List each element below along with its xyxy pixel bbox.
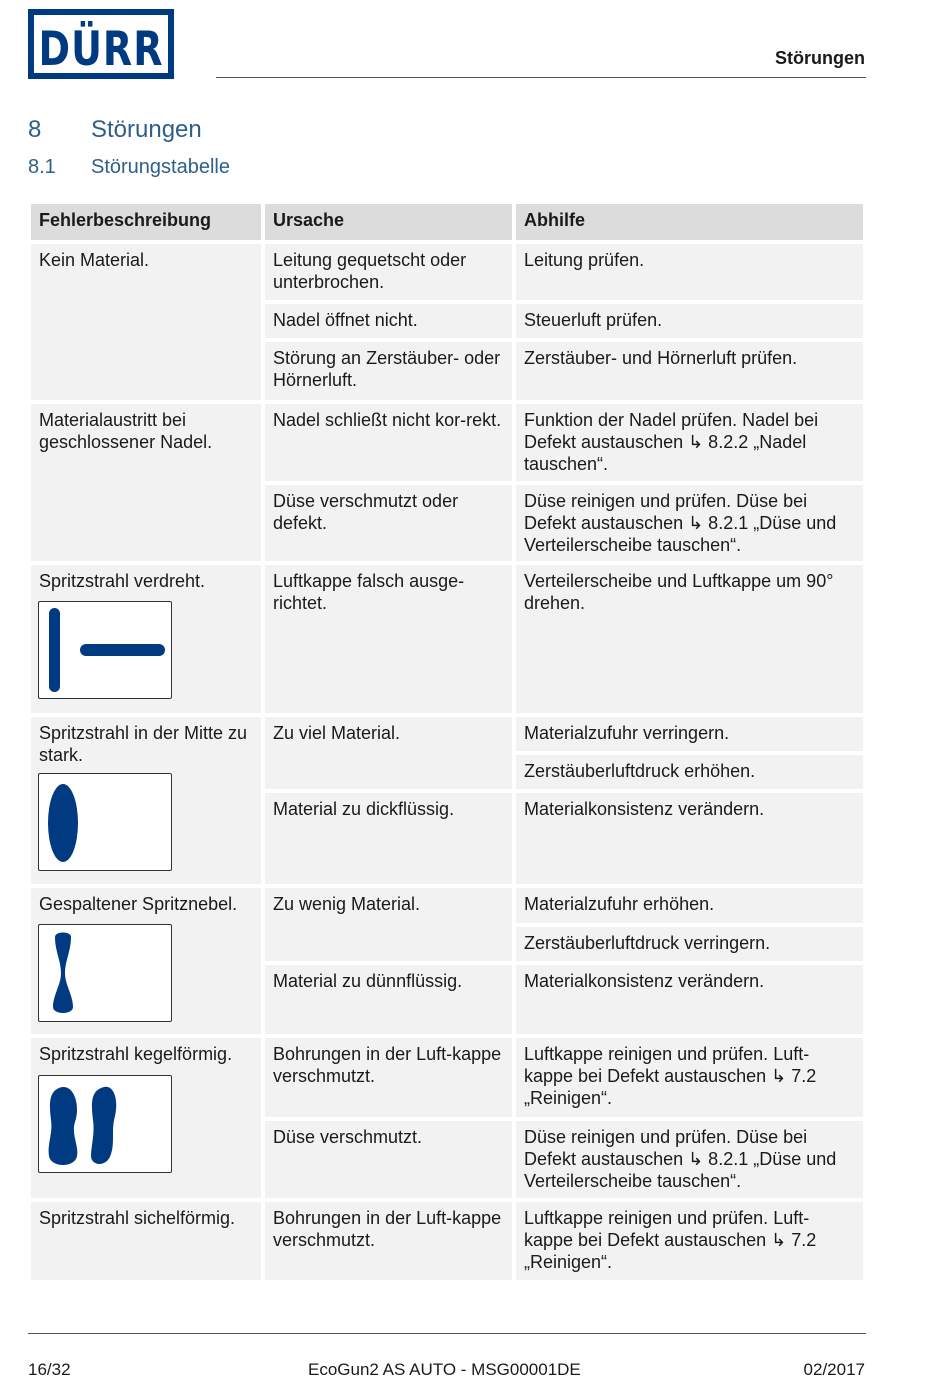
fault-remedy: Luftkappe reinigen und prüfen. Luft-kappe bei Defekt austauschen ↳ 7.2 „Reinigen“. (516, 1202, 863, 1280)
fault-description: Materialaustritt bei geschlossener Nadel. (31, 404, 261, 561)
column-header-remedy: Abhilfe (516, 204, 863, 240)
fault-remedy: Luftkappe reinigen und prüfen. Luft-kappe bei Defekt austauschen ↳ 7.2 „Reinigen“. (516, 1038, 863, 1117)
fault-remedy: Düse reinigen und prüfen. Düse bei Defekt austauschen ↳ 8.2.1 „Düse und Verteilerscheibe tauschen“. (516, 485, 863, 561)
fault-description: Spritzstrahl verdreht. (31, 565, 261, 713)
header-divider (216, 77, 866, 78)
fault-remedy: Materialkonsistenz verändern. (516, 965, 863, 1034)
section-number: 8.1 (28, 156, 56, 178)
fault-cause: Zu wenig Material. (265, 888, 512, 961)
fault-remedy: Zerstäuberluftdruck erhöhen. (516, 755, 863, 789)
fault-remedy: Materialzufuhr erhöhen. (516, 888, 863, 923)
fault-cause: Störung an Zerstäuber- oder Hörnerluft. (265, 342, 512, 400)
fault-description: Gespaltener Spritznebel. (31, 888, 261, 1034)
chapter-heading (28, 116, 202, 144)
fault-description: Spritzstrahl in der Mitte zu stark. (31, 717, 261, 884)
fault-cause: Bohrungen in der Luft-kappe verschmutzt. (265, 1038, 512, 1117)
chapter-title: Störungen (91, 116, 202, 143)
fault-cause: Düse verschmutzt oder defekt. (265, 485, 512, 561)
fault-cause: Zu viel Material. (265, 717, 512, 789)
durr-logo (28, 9, 174, 79)
fault-remedy: Verteilerscheibe und Luftkappe um 90° drehen. (516, 565, 863, 713)
logo-text: DÜRR (38, 21, 164, 76)
section-title: Störungstabelle (91, 156, 230, 178)
fault-cause: Luftkappe falsch ausge-richtet. (265, 565, 512, 713)
fault-cause: Nadel öffnet nicht. (265, 304, 512, 338)
footer-date: 02/2017 (803, 1360, 865, 1379)
footer-divider (28, 1333, 866, 1334)
fault-remedy: Materialkonsistenz verändern. (516, 793, 863, 884)
fault-remedy: Zerstäuber- und Hörnerluft prüfen. (516, 342, 863, 400)
header-section-title: Störungen (775, 48, 865, 68)
fault-remedy: Zerstäuberluftdruck verringern. (516, 927, 863, 961)
fault-description: Spritzstrahl kegelförmig. (31, 1038, 261, 1198)
fault-cause: Leitung gequetscht oder unterbrochen. (265, 244, 512, 300)
twisted-spray-pattern-icon (38, 601, 172, 699)
footer-page-number: 16/32 (28, 1360, 71, 1379)
fault-remedy: Leitung prüfen. (516, 244, 863, 300)
section-heading (28, 156, 230, 179)
fault-remedy: Düse reinigen und prüfen. Düse bei Defekt austauschen ↳ 8.2.1 „Düse und Verteilerscheibe tauschen“. (516, 1121, 863, 1198)
center-heavy-spray-pattern-icon (38, 773, 172, 871)
column-header-cause: Ursache (265, 204, 512, 240)
fault-cause: Material zu dickflüssig. (265, 793, 512, 884)
fault-cause: Bohrungen in der Luft-kappe verschmutzt. (265, 1202, 512, 1280)
footer-document-id: EcoGun2 AS AUTO - MSG00001DE (308, 1360, 581, 1379)
fault-description: Spritzstrahl sichelförmig. (31, 1202, 261, 1280)
fault-remedy: Materialzufuhr verringern. (516, 717, 863, 751)
split-spray-pattern-icon (38, 924, 172, 1022)
fault-cause: Nadel schließt nicht kor-rekt. (265, 404, 512, 481)
cone-spray-pattern-icon (38, 1075, 172, 1173)
chapter-number: 8 (28, 116, 42, 143)
fault-remedy: Funktion der Nadel prüfen. Nadel bei Defekt austauschen ↳ 8.2.2 „Nadel tauschen“. (516, 404, 863, 481)
fault-cause: Material zu dünnflüssig. (265, 965, 512, 1034)
fault-description: Kein Material. (31, 244, 261, 400)
column-header-description: Fehlerbeschreibung (31, 204, 261, 240)
fault-cause: Düse verschmutzt. (265, 1121, 512, 1198)
fault-remedy: Steuerluft prüfen. (516, 304, 863, 338)
